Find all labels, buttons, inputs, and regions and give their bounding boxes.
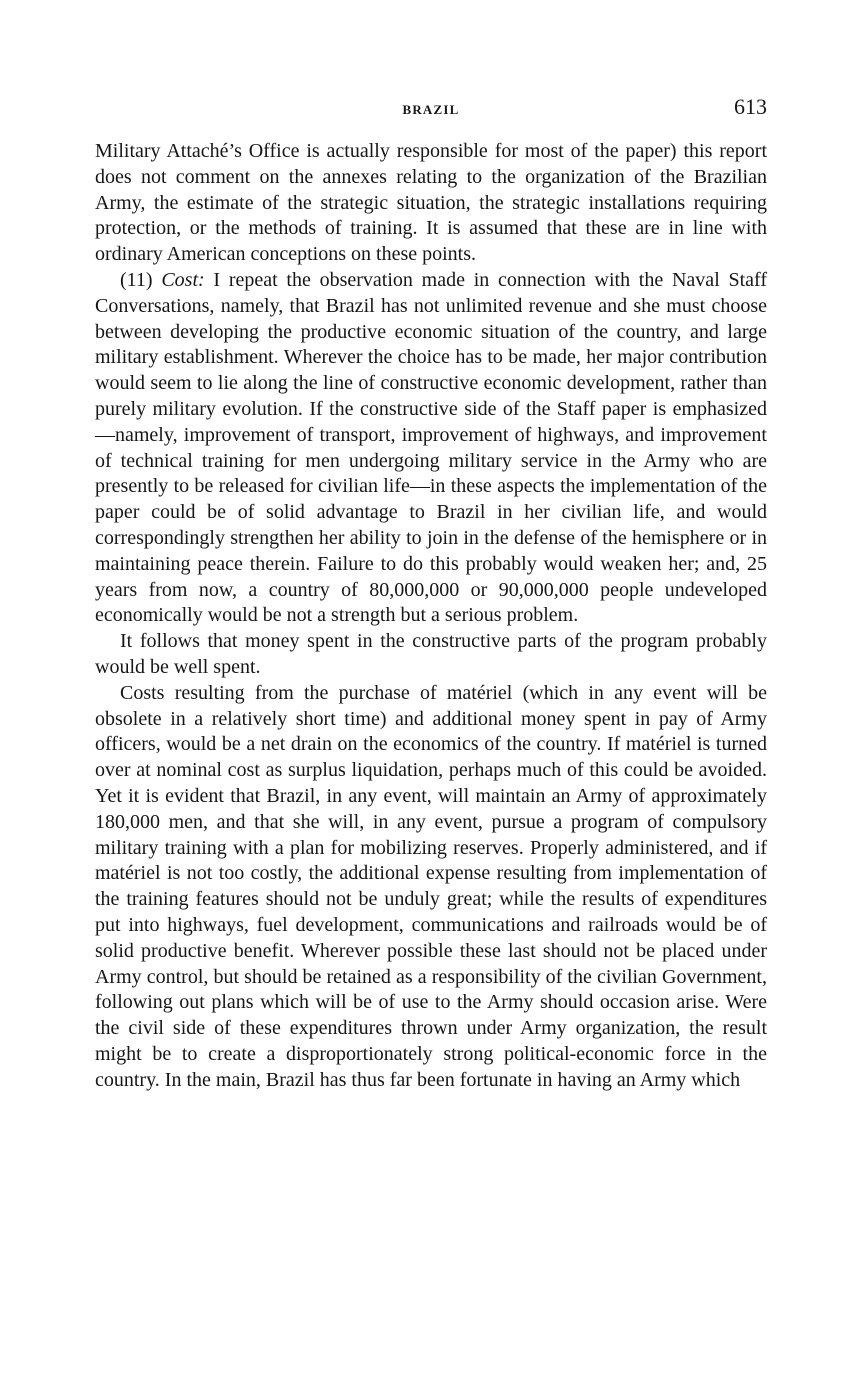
section-number: (11) <box>120 268 153 291</box>
running-title: BRAZIL <box>402 102 460 117</box>
paragraph-text: It follows that money spent in the constructive parts of the program probably would be well spent. <box>95 630 767 678</box>
page-number: 613 <box>734 94 767 119</box>
paragraph-text: Military Attaché’s Office is actually responsible for most of the paper) this report does not comment on the annexes relating to the organization of the Brazilian Army, the estimate of the strategic situation, the strategic installations requiring protection, or the methods of training. It is assumed that these are in line with ordinary American conceptions on these points. <box>95 140 767 266</box>
paragraph-text: Costs resulting from the purchase of matériel (which in any event will be obsolete in a relatively short time) and additional money spent in pay of Army officers, would be a net drain on the economics of the country. If matériel is turned over at nominal cost as surplus liquidation, perhaps much of this could be avoided. Yet it is evident that Brazil, in any event, will maintain an Army of approximately 180,000 men, and that she will, in any event, pursue a program of compulsory military training with a plan for mobilizing reserves. Properly administered, and if matériel is not too costly, the additional expense resulting from implementation of the training features should not be unduly great; while the results of expenditures put into highways, fuel development, communications and railroads would be of solid productive benefit. Wherever possible these last should not be placed under Army control, but should be retained as a responsibility of the civilian Government, following out plans which will be of use to the Army should occasion arise. Were the civil side of these expenditures thrown under Army organization, the result might be to create a disproportionately strong political-economic force in the country. In the main, Brazil has thus far been fortunate in having an Army which <box>95 681 767 1091</box>
body-text <box>95 139 767 1093</box>
running-head <box>95 94 767 124</box>
paragraph-cost <box>95 268 767 629</box>
paragraph-costs <box>95 681 767 1094</box>
section-heading: Cost: <box>161 268 205 291</box>
paragraph-text: I repeat the observation made in connection with the Naval Staff Conversations, namely, that Brazil has not unlimited revenue and she must choose between developing the productive economic situation of the country, and large military establishment. Wherever the choice has to be made, her major contribution would seem to lie along the line of constructive economic development, rather than purely military evolution. If the constructive side of the Staff paper is emphasized—namely, improvement of transport, improvement of highways, and improvement of technical training for men undergoing military service in the Army who are presently to be released for civilian life—in these aspects the implementation of the paper could be of solid advantage to Brazil in her civilian life, and would correspondingly strengthen her ability to join in the defense of the hemisphere or in maintaining peace therein. Failure to do this probably would weaken her; and, 25 years from now, a country of 80,000,000 or 90,000,000 people undeveloped economically would be not a strength but a serious problem. <box>95 268 768 627</box>
paragraph-follows <box>95 629 767 681</box>
paragraph-continuation <box>95 139 767 268</box>
